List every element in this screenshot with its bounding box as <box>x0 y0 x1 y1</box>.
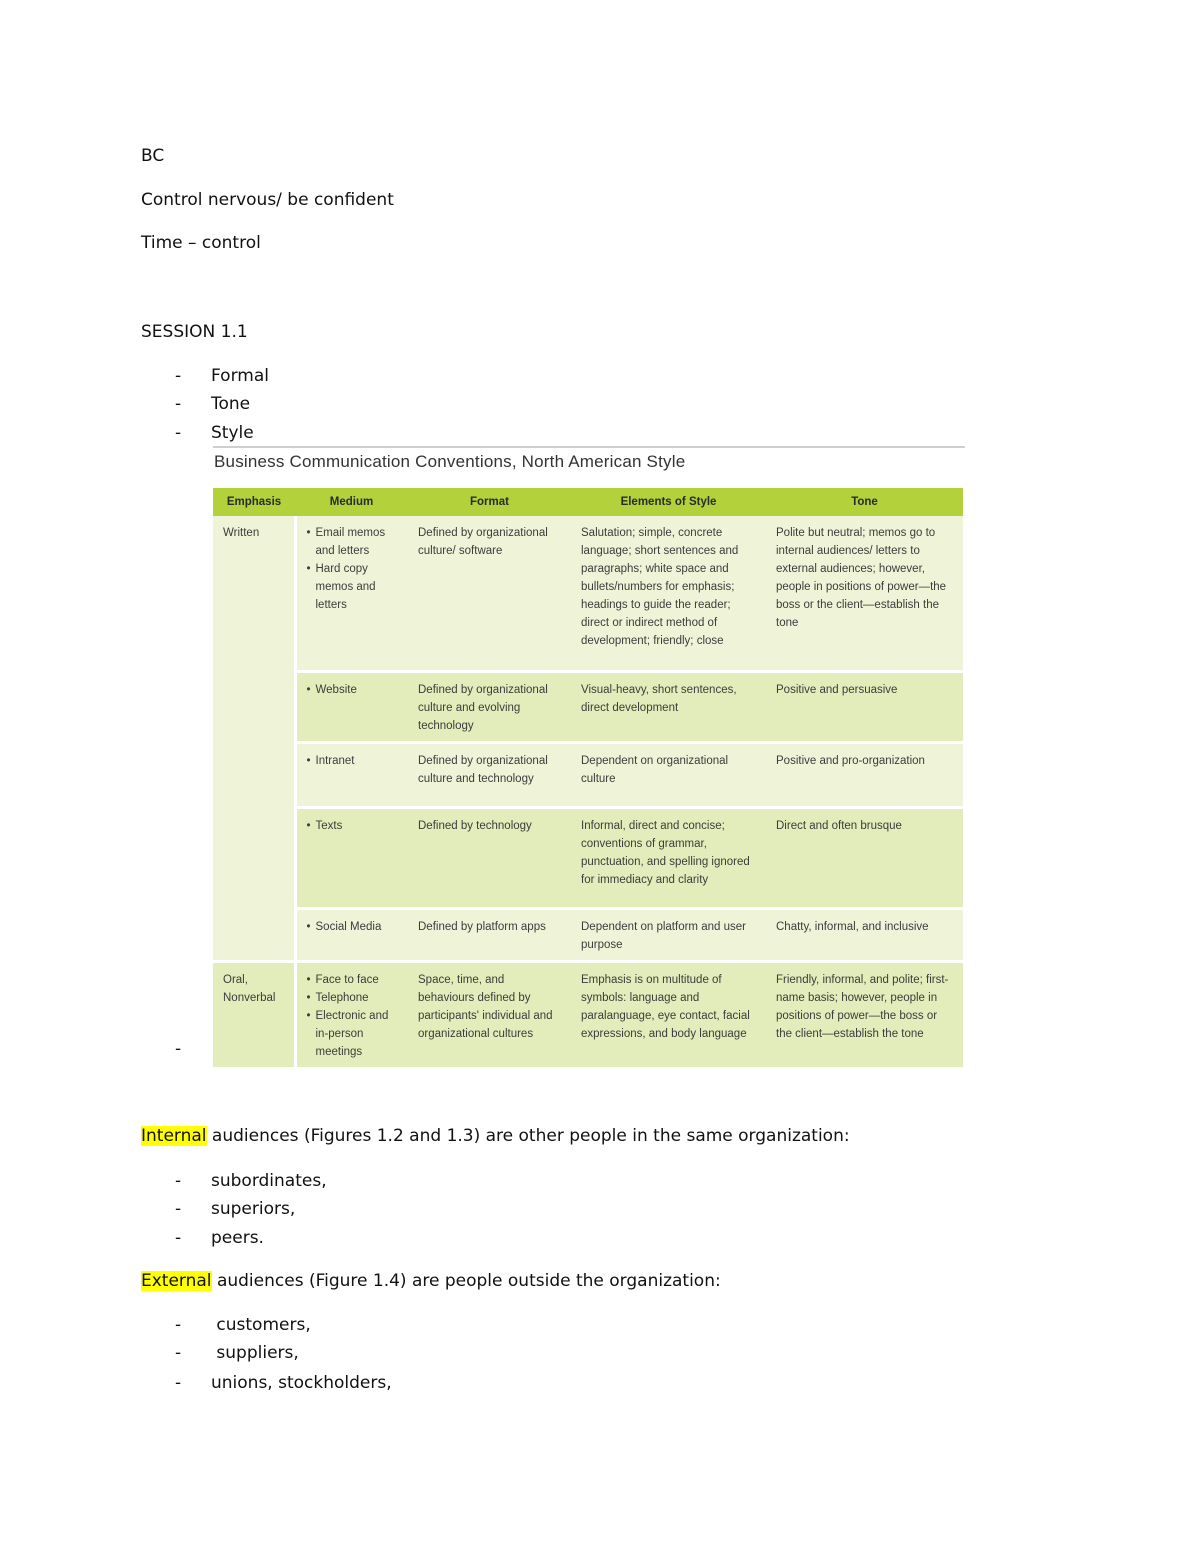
list-item: Tone <box>211 394 251 414</box>
list-item: Formal <box>211 366 269 386</box>
list-item: Style <box>211 423 254 443</box>
style-cell: Dependent on organizational culture <box>571 742 766 807</box>
figure-divider <box>213 446 965 448</box>
note-line: Time – control <box>141 233 261 253</box>
column-header: Format <box>408 488 571 516</box>
paragraph-text: audiences (Figure 1.4) are people outside the organization: <box>211 1271 721 1291</box>
emphasis-cell: Oral, Nonverbal <box>213 961 295 1068</box>
column-header: Medium <box>295 488 408 516</box>
figure-title: Business Communication Conventions, North American Style <box>214 452 686 471</box>
document-heading: BC <box>141 146 165 166</box>
tone-cell: Friendly, informal, and polite; first-name basis; however, people in positions of power—the boss or the client—establish the tone <box>766 961 963 1068</box>
list-item: suppliers, <box>211 1343 299 1363</box>
medium-cell <box>295 742 408 807</box>
style-cell: Dependent on platform and user purpose <box>571 908 766 961</box>
medium-bullet: • Telephone <box>307 989 401 1007</box>
style-cell: Informal, direct and concise; conventions of grammar, punctuation, and spelling ignored for immediacy and clarity <box>571 807 766 908</box>
list-dash: - <box>175 423 182 443</box>
note-line: Control nervous/ be confident <box>141 190 394 210</box>
emphasis-cell: Written <box>213 516 295 961</box>
external-audiences-paragraph <box>141 1271 721 1291</box>
session-title: SESSION 1.1 <box>141 322 248 342</box>
style-cell: Emphasis is on multitude of symbols: language and paralanguage, eye contact, facial expressions, and body language <box>571 961 766 1068</box>
table-row <box>213 516 963 671</box>
tone-cell: Positive and pro-organization <box>766 742 963 807</box>
list-dash: - <box>175 394 182 414</box>
medium-bullet: • Intranet <box>307 752 401 770</box>
medium-cell <box>295 671 408 742</box>
table-row <box>213 908 963 961</box>
format-cell: Defined by organizational culture and technology <box>408 742 571 807</box>
tone-cell: Polite but neutral; memos go to internal audiences/ letters to external audiences; however, people in positions of power—the boss or the client—establish the tone <box>766 516 963 671</box>
column-header: Tone <box>766 488 963 516</box>
list-dash: - <box>175 1343 182 1363</box>
tone-cell: Positive and persuasive <box>766 671 963 742</box>
medium-bullet: • Texts <box>307 817 401 835</box>
list-dash: - <box>175 1228 182 1248</box>
list-item: superiors, <box>211 1199 296 1219</box>
highlighted-term: Internal <box>141 1126 207 1146</box>
list-dash: - <box>175 1315 182 1335</box>
list-item: unions, stockholders, <box>211 1373 392 1393</box>
list-dash: - <box>175 366 182 386</box>
medium-bullet: • Face to face <box>307 971 401 989</box>
list-dash: - <box>175 1199 182 1219</box>
medium-bullet: • Electronic and in-person meetings <box>307 1007 401 1061</box>
table-row <box>213 742 963 807</box>
list-dash: - <box>175 1171 182 1191</box>
column-header: Emphasis <box>213 488 295 516</box>
table-row <box>213 961 963 1068</box>
column-header: Elements of Style <box>571 488 766 516</box>
style-cell: Visual-heavy, short sentences, direct development <box>571 671 766 742</box>
format-cell: Defined by organizational culture/ software <box>408 516 571 671</box>
medium-cell <box>295 516 408 671</box>
format-cell: Defined by technology <box>408 807 571 908</box>
medium-cell <box>295 908 408 961</box>
list-dash: - <box>175 1039 182 1059</box>
medium-bullet: • Hard copy memos and letters <box>307 560 401 614</box>
tone-cell: Direct and often brusque <box>766 807 963 908</box>
style-cell: Salutation; simple, concrete language; short sentences and paragraphs; white space and bullets/numbers for emphasis; headings to guide the reader; direct or indirect method of development; friendly; close <box>571 516 766 671</box>
format-cell: Defined by platform apps <box>408 908 571 961</box>
medium-bullet: • Social Media <box>307 918 401 936</box>
list-item: subordinates, <box>211 1171 327 1191</box>
table-row <box>213 671 963 742</box>
internal-audiences-paragraph <box>141 1126 850 1146</box>
conventions-table-figure <box>213 446 965 1058</box>
paragraph-text: audiences (Figures 1.2 and 1.3) are other people in the same organization: <box>206 1126 850 1146</box>
list-item: customers, <box>211 1315 311 1335</box>
table-header-row <box>213 488 963 516</box>
table-row <box>213 807 963 908</box>
conventions-table <box>213 488 963 1070</box>
format-cell: Defined by organizational culture and evolving technology <box>408 671 571 742</box>
list-dash: - <box>175 1373 182 1393</box>
medium-bullet: • Email memos and letters <box>307 524 401 560</box>
list-item: peers. <box>211 1228 264 1248</box>
highlighted-term: External <box>141 1271 212 1291</box>
medium-cell <box>295 961 408 1068</box>
tone-cell: Chatty, informal, and inclusive <box>766 908 963 961</box>
format-cell: Space, time, and behaviours defined by participants' individual and organizational cultures <box>408 961 571 1068</box>
medium-cell <box>295 807 408 908</box>
medium-bullet: • Website <box>307 681 401 699</box>
